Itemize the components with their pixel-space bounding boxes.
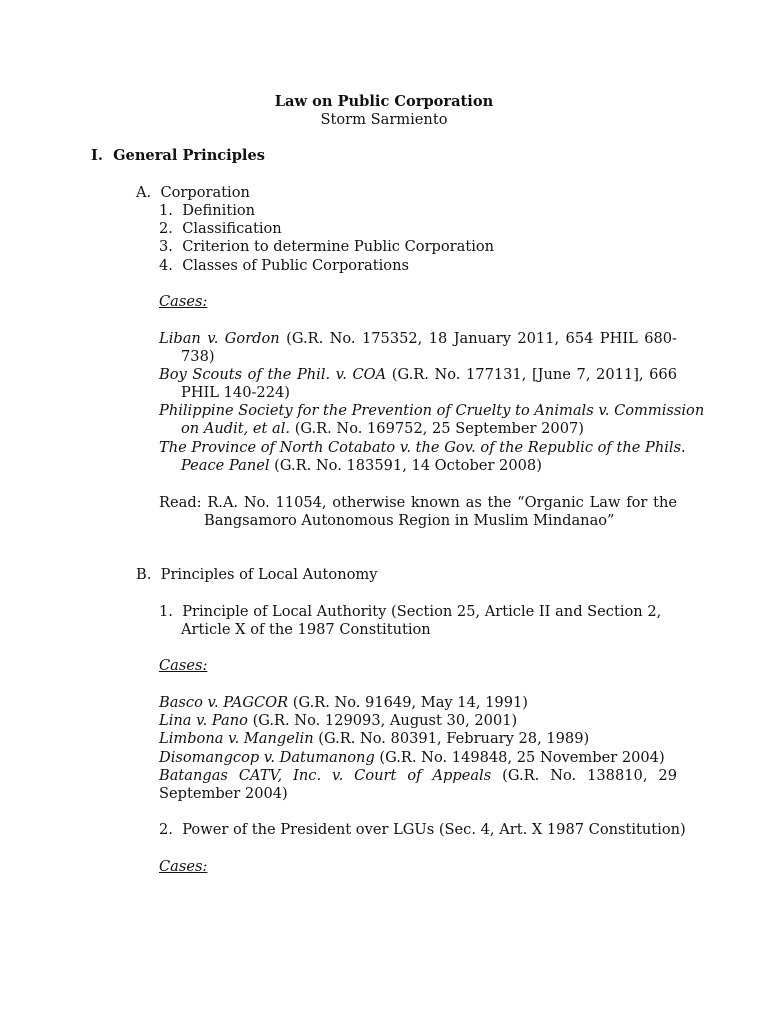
cases-label: Cases:	[159, 293, 208, 310]
case-cite-cont: 738)	[181, 348, 215, 365]
case-citation	[159, 694, 528, 712]
case-name: Liban v. Gordon	[159, 330, 280, 347]
case-citation	[159, 767, 677, 803]
case-cite: (G.R. No. 183591, 14 October 2008)	[269, 457, 542, 474]
case-cite: (G.R. No. 177131, [June 7, 2011], 666	[386, 366, 677, 383]
list-item: 2. Classification	[159, 220, 282, 237]
case-cite: (G.R. No. 129093, August 30, 2001)	[247, 712, 518, 729]
case-cite: (G.R. No. 169752, 25 September 2007)	[290, 420, 584, 437]
cases-label: Cases:	[159, 858, 208, 875]
case-name: The Province of North Cotabato v. the Gov. of the Republic of the Phils.	[159, 439, 686, 456]
case-citation	[159, 402, 705, 438]
case-name: Boy Scouts of the Phil. v. COA	[159, 366, 387, 383]
case-cite-cont: PHIL 140-224)	[181, 384, 290, 401]
subsection-a-label: A. Corporation	[136, 184, 250, 201]
case-cite: (G.R. No. 138810, 29	[491, 767, 677, 784]
subsection-b-label: B. Principles of Local Autonomy	[136, 566, 378, 583]
case-name: Disomangcop v. Datumanong	[159, 749, 375, 766]
case-name-cont: Peace Panel	[181, 457, 270, 474]
cases-label: Cases:	[159, 657, 208, 674]
list-item: 3. Criterion to determine Public Corporation	[159, 238, 495, 255]
case-citation	[159, 712, 517, 730]
case-cite: (G.R. No. 80391, February 28, 1989)	[313, 730, 590, 747]
case-cite: (G.R. No. 91649, May 14, 1991)	[288, 694, 528, 711]
list-item: 1. Definition	[159, 202, 256, 219]
case-name: Batangas CATV, Inc. v. Court of Appeals	[159, 767, 492, 784]
case-name-cont: on Audit, et al.	[181, 420, 291, 437]
case-name: Lina v. Pano	[159, 712, 248, 729]
case-name: Limbona v. Mangelin	[159, 730, 314, 747]
case-name: Philippine Society for the Prevention of Cruelty to Animals v. Commission	[159, 402, 705, 419]
case-citation	[159, 366, 677, 402]
case-cite-cont: September 2004)	[159, 785, 288, 802]
case-citation	[159, 330, 677, 366]
document-author: Storm Sarmiento	[320, 111, 448, 128]
document-title: Law on Public Corporation	[274, 93, 494, 110]
case-name: Basco v. PAGCOR	[159, 694, 289, 711]
list-item: 4. Classes of Public Corporations	[159, 257, 409, 274]
case-citation	[159, 439, 686, 475]
case-cite: (G.R. No. 175352, 18 January 2011, 654 PHIL 680-	[279, 330, 677, 347]
case-citation	[159, 749, 665, 767]
read-note: Read: R.A. No. 11054, otherwise known as the “Organic Law for the	[159, 494, 677, 511]
list-item: 1. Principle of Local Authority (Section 25, Article II and Section 2,	[159, 603, 662, 620]
read-note-cont: Bangsamoro Autonomous Region in Muslim Mindanao”	[204, 512, 615, 529]
section-heading: I. General Principles	[91, 147, 265, 164]
list-item: 2. Power of the President over LGUs (Sec. 4, Art. X 1987 Constitution)	[159, 821, 686, 838]
case-cite: (G.R. No. 149848, 25 November 2004)	[374, 749, 665, 766]
list-item-cont: Article X of the 1987 Constitution	[181, 621, 431, 638]
case-citation	[159, 730, 589, 748]
